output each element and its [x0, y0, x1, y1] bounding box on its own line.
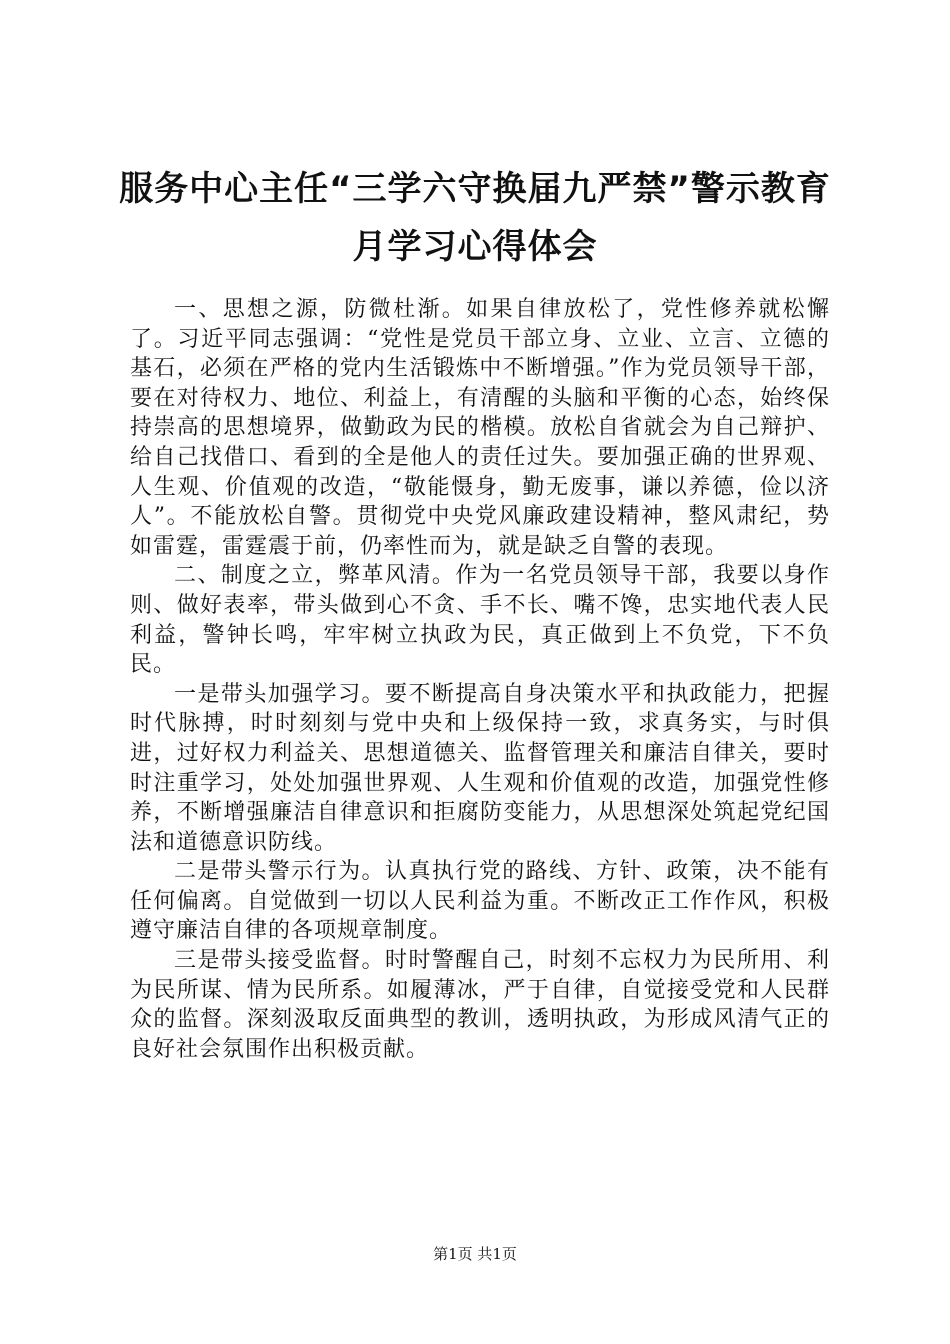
document-body [130, 295, 830, 1064]
paragraph-4: 二是带头警示行为。认真执行党的路线、方针、政策，决不能有任何偏离。自觉做到一切以人民利益为重。不断改正工作作风，积极遵守廉洁自律的各项规章制度。 [130, 859, 830, 944]
paragraph-5: 三是带头接受监督。时时警醒自己，时刻不忘权力为民所用、利为民所谋、情为民所系。如履薄冰，严于自律，自觉接受党和人民群众的监督。深刻汲取反面典型的教训，透明执政，为形成风清气正的良好社会氛围作出积极贡献。 [130, 948, 830, 1062]
paragraph-2: 二、制度之立，弊革风清。作为一名党员领导干部，我要以身作则、做好表率，带头做到心不贪、手不长、嘴不馋，忠实地代表人民利益，警钟长鸣，牢牢树立执政为民，真正做到上不负党，下不负民。 [130, 563, 830, 678]
paragraph-1: 一、思想之源，防微杜渐。如果自律放松了，党性修养就松懈了。习近平同志强调：“党性是党员干部立身、立业、立言、立德的基石，必须在严格的党内生活锻炼中不断增强。”作为党员领导干部，要在对待权力、地位、利益上，有清醒的头脑和平衡的心态，始终保持崇高的思想境界，做勤政为民的楷模。放松自省就会为自己辩护、给自己找借口、看到的全是他人的责任过失。要加强正确的世界观、人生观、价值观的改造，“敬能慑身，勤无废事，谦以养德，俭以济人”。不能放松自警。贯彻党中央党风廉政建设精神，整风肃纪，势如雷霆，雷霆震于前，仍率性而为，就是缺乏自警的表现。 [130, 297, 830, 559]
page-footer: 第1页 共1页 [433, 1245, 517, 1263]
paragraph-3: 一是带头加强学习。要不断提高自身决策水平和执政能力，把握时代脉搏，时时刻刻与党中央和上级保持一致，求真务实，与时俱进，过好权力利益关、思想道德关、监督管理关和廉洁自律关，要时时注重学习，处处加强世界观、人生观和价值观的改造，加强党性修养，不断增强廉洁自律意识和拒腐防变能力，从思想深处筑起党纪国法和道德意识防线。 [130, 681, 830, 855]
document-title: 服务中心主任“三学六守换届九严禁”警示教育月学习心得体会 [119, 169, 831, 267]
